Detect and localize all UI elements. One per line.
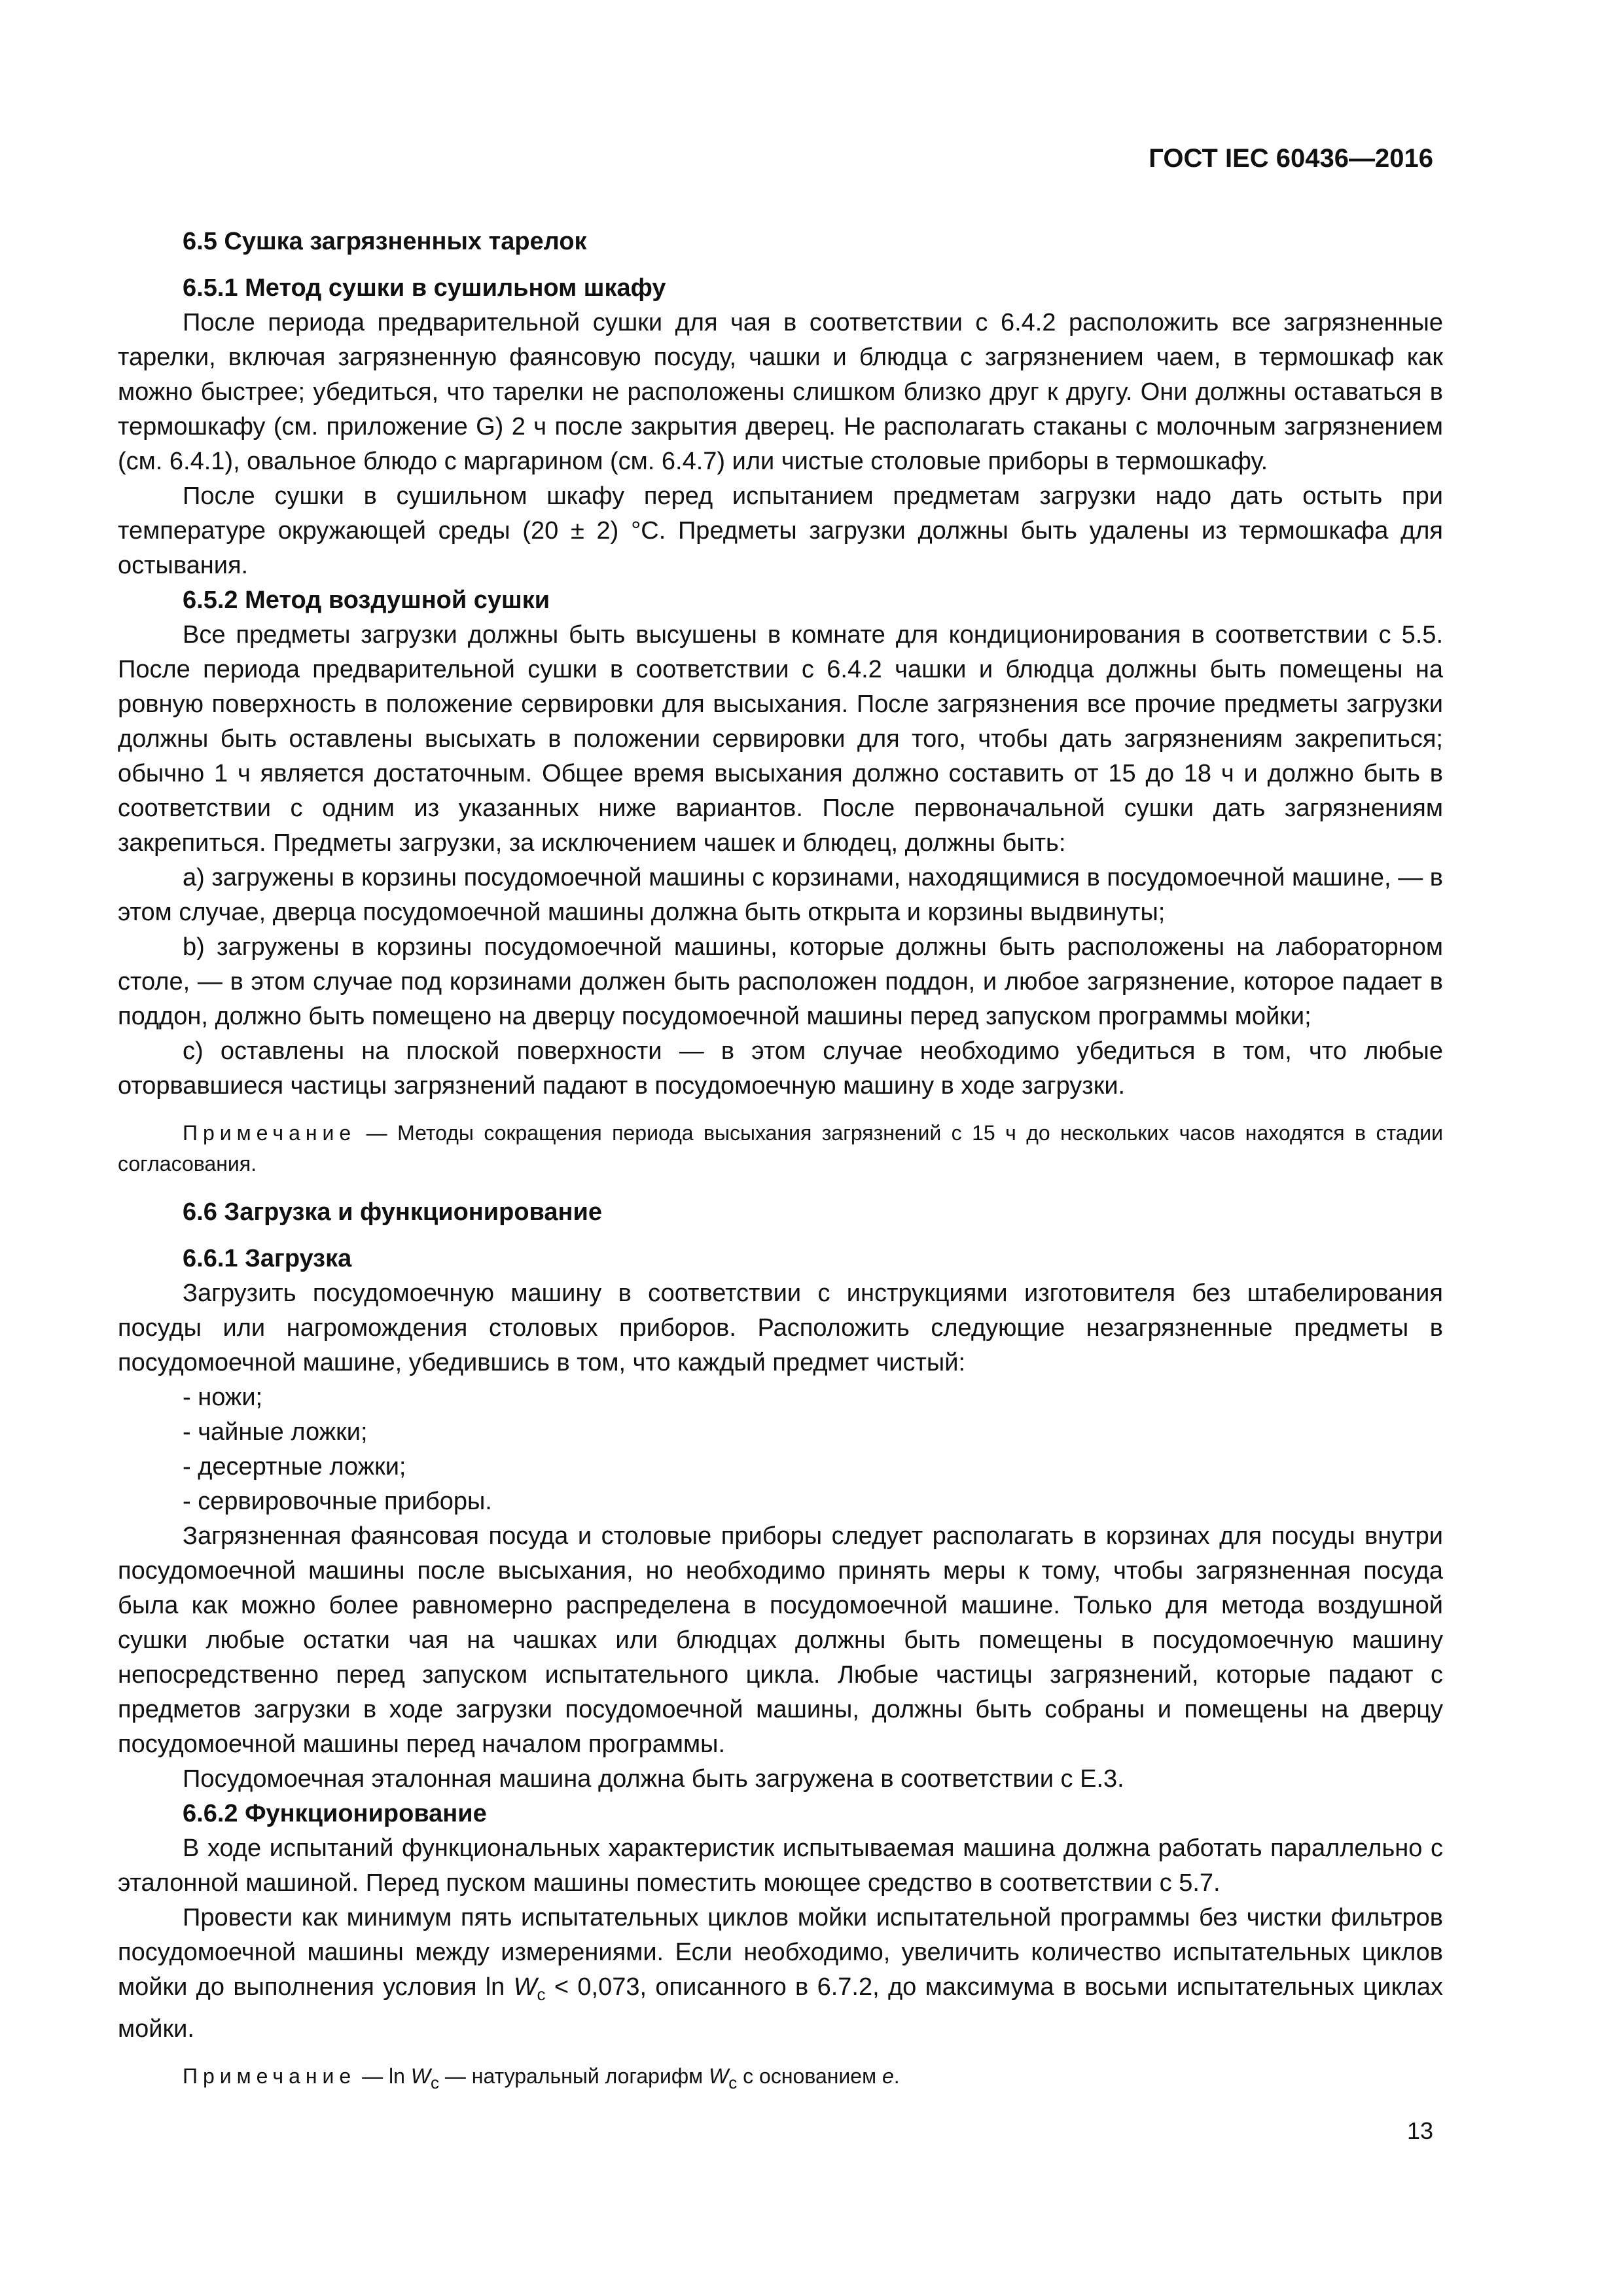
document-id: ГОСТ IEC 60436—2016 [1149,144,1433,173]
section-6-6-2-paragraph-1: В ходе испытаний функциональных характеристик испытываемая машина должна работать параллельно с эталонной машиной. Перед пуском машины поместить моющее средство в соответствии с 5.7. [118,1835,1443,1897]
formula-variable-w: W [513,1973,537,2001]
section-6-5-2-item-c: c) оставлены на плоской поверхности — в этом случае необходимо убедиться в том, что любые оторвавшиеся частицы загрязнений падают в посудомоечную машину в ходе загрузки. [118,1037,1443,1100]
section-6-6-1-paragraph-2: Загрязненная фаянсовая посуда и столовые приборы следует располагать в корзинах для посуды внутри посудомоечной машины после высыхания, но необходимо принять меры к тому, чтобы загрязненная посуда была как можно более равномерно распределена в посудомоечной машине. Только для метода воздушной сушки любые остатки чая на чашках или блюдцах должны быть помещены в посудомоечную машину непосредственно перед запуском испытательного цикла. Любые частицы загрязнений, которые падают с предметов загрузки в ходе загрузки посудомоечной машины, должны быть собраны и помещены на дверцу посудомоечной машины перед началом программы. [118,1522,1443,1758]
note-2-base-e: e [882,2064,894,2088]
list-item-dessert-spoons: - десертные ложки; [183,1453,406,1480]
note-2-text-part-4: . [893,2064,900,2088]
section-6-5-1-heading: 6.5.1 Метод сушки в сушильном шкафу [183,274,666,302]
section-6-6-1-paragraph-3: Посудомоечная эталонная машина должна быть загружена в соответствии с Е.3. [183,1765,1124,1793]
section-6-6-2-heading: 6.6.2 Функционирование [183,1800,487,1827]
note-1-label: Примечание [183,1121,357,1145]
list-item-knives: - ножи; [183,1384,263,1411]
note-2-subscript-c-2: c [728,2073,738,2092]
note-1-text: — Методы сокращения периода высыхания загрязнений с 15 ч до нескольких часов находятся в стадии согласования. [118,1121,1443,1175]
note-2-text-part-2: — натуральный логарифм [439,2064,709,2088]
note-2-text-part-3: с основанием [737,2064,882,2088]
note-2-label: Примечание [183,2064,357,2088]
note-2-text-part-1: — ln [356,2064,411,2088]
note-2 [118,2061,1443,2098]
section-6-6-1-heading: 6.6.1 Загрузка [183,1245,352,1272]
list-item-teaspoons: - чайные ложки; [183,1418,368,1446]
section-6-6-2-paragraph-2-text-end: < 0,073, описанного в 6.7.2, до максимума в восьми испытательных циклах мойки. [118,1973,1443,2043]
note-1 [118,1118,1443,1179]
page-number: 13 [1406,2117,1433,2144]
section-6-6-2-paragraph-2 [118,1901,1443,2047]
note-2-subscript-c-1: c [431,2073,439,2092]
section-6-6-1-paragraph-1: Загрузить посудомоечную машину в соответствии с инструкциями изготовителя без штабелирования посуды или нагромождения столовых приборов. Расположить следующие незагрязненные предметы в посудомоечной машине, убедившись в том, что каждый предмет чистый: [118,1280,1443,1376]
section-6-5-2-item-a: a) загружены в корзины посудомоечной машины с корзинами, находящимися в посудомоечной машине, — в этом случае, дверца посудомоечной машины должна быть открыта и корзины выдвинуты; [118,864,1443,926]
list-item-serving-utensils: - сервировочные приборы. [183,1488,492,1515]
section-6-6-2-paragraph-2-text-start: Провести как минимум пять испытательных циклов мойки испытательной программы без чистки фильтров посудомоечной машины между измерениями. Если необходимо, увеличить количество испытательных циклов мойки до выполнения условия ln [118,1904,1443,2001]
section-6-5-2-item-b: b) загружены в корзины посудомоечной машины, которые должны быть расположены на лабораторном столе, — в этом случае под корзинами должен быть расположен поддон, и любое загрязнение, которое падает в поддон, должно быть помещено на дверцу посудомоечной машины перед запуском программы мойки; [118,933,1443,1030]
document-body [118,224,1443,2111]
section-6-6-heading: 6.6 Загрузка и функционирование [183,1198,602,1226]
note-2-variable-w-2: W [709,2064,729,2088]
section-6-5-1-paragraph-2: После сушки в сушильном шкафу перед испытанием предметам загрузки надо дать остыть при температуре окружающей среды (20 ± 2) °С. Предметы загрузки должны быть удалены из термошкафа для остывания. [118,482,1443,579]
section-6-5-2-paragraph-1: Все предметы загрузки должны быть высушены в комнате для кондиционирования в соответствии с 5.5. После периода предварительной сушки в соответствии с 6.4.2 чашки и блюдца должны быть помещены на ровную поверхность в положение сервировки для высыхания. После загрязнения все прочие предметы загрузки должны быть оставлены высыхать в положении сервировки для того, чтобы дать загрязнениям закрепиться; обычно 1 ч является достаточным. Общее время высыхания должно составить от 15 до 18 ч и должно быть в соответствии с одним из указанных ниже вариантов. После первоначальной сушки дать загрязнениям закрепиться. Предметы загрузки, за исключением чашек и блюдец, должны быть: [118,621,1443,857]
note-2-variable-w-1: W [410,2064,431,2088]
section-6-5-1-paragraph-1: После периода предварительной сушки для чая в соответствии с 6.4.2 расположить все загрязненные тарелки, включая загрязненную фаянсовую посуду, чашки и блюдца с загрязнением чаем, в термошкаф как можно быстрее; убедиться, что тарелки не расположены слишком близко друг к другу. Они должны оставаться в термошкафу (см. приложение G) 2 ч после закрытия дверец. Не располагать стаканы с молочным загрязнением (см. 6.4.1), овальное блюдо с маргарином (см. 6.4.7) или чистые столовые приборы в термошкафу. [118,309,1443,475]
formula-subscript-c: c [537,1984,546,2004]
section-6-5-2-heading: 6.5.2 Метод воздушной сушки [183,586,550,614]
section-6-5-heading: 6.5 Сушка загрязненных тарелок [183,228,587,255]
